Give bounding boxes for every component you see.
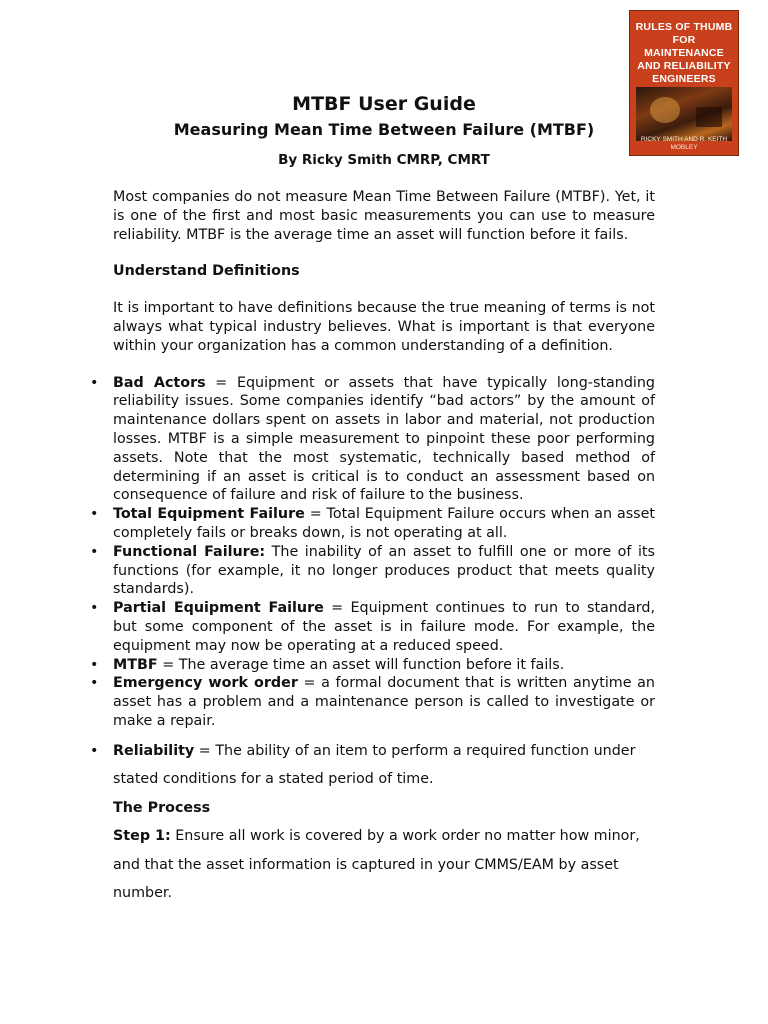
definition-text: The inability of an asset to fulfill one or more of its functions (for example, it no longer produces product that meets quality standards). — [113, 543, 655, 598]
list-item — [113, 374, 655, 506]
definitions-intro: It is important to have definitions because the true meaning of terms is not always what typical industry believes. What is important is that everyone within your organization has a common understanding of a definition. — [113, 300, 655, 354]
book-cover-title: RULES OF THUMB FOR MAINTENANCE AND RELIABILITY ENGINEERS — [635, 21, 733, 85]
author-byline: By Ricky Smith CMRP, CMRT — [278, 152, 490, 168]
step-1-paragraph — [113, 822, 655, 908]
list-item — [113, 737, 655, 794]
definition-term: Total Equipment Failure — [113, 506, 305, 523]
process-heading: The Process — [113, 799, 211, 816]
definition-term: Emergency work order — [113, 675, 298, 692]
definitions-list — [113, 374, 655, 731]
definition-text: = Equipment continues to run to standard, but some component of the asset is in failure mode. For example, the equipment may now be operating at a reduced speed. — [113, 600, 655, 654]
definition-text: = The ability of an item to perform a required function under stated conditions for a stated period of time. — [113, 742, 636, 788]
definition-text: = The average time an asset will function before it fails. — [157, 656, 565, 673]
definition-term: Bad Actors — [113, 374, 206, 391]
list-item — [113, 543, 655, 599]
definition-term: Functional Failure: — [113, 543, 266, 560]
document-body — [113, 188, 655, 908]
book-cover-authors: RICKY SMITH AND R. KEITH MOBLEY — [640, 136, 728, 151]
definitions-heading: Understand Definitions — [113, 263, 300, 280]
definition-term: Partial Equipment Failure — [113, 600, 324, 617]
list-item — [113, 656, 655, 675]
list-item — [113, 505, 655, 543]
document-title: MTBF User Guide — [292, 93, 476, 115]
list-item — [113, 674, 655, 730]
reliability-list — [113, 737, 655, 794]
definition-text: = Equipment or assets that have typically long-standing reliability issues. Some companies identify “bad actors” by the amount of maintenance dollars spent on assets in labor and material, not production losses. MTBF is a simple measurement to pinpoint these poor performing assets. Note that the most systematic, technically based method of determining if an asset is critical is to conduct an assessment based on consequence of failure and risk of failure to the business. — [113, 374, 656, 504]
intro-paragraph: Most companies do not measure Mean Time Between Failure (MTBF). Yet, it is one of the first and most basic measurements you can use to measure reliability. MTBF is the average time an asset will function before it fails. — [113, 189, 655, 243]
definition-term: MTBF — [113, 656, 158, 673]
definition-term: Reliability — [113, 742, 195, 759]
document-subtitle: Measuring Mean Time Between Failure (MTBF) — [173, 120, 595, 139]
definition-text: = Total Equipment Failure occurs when an asset completely fails or breaks down, is not operating at all. — [113, 506, 655, 541]
list-item — [113, 599, 655, 655]
step-label: Step 1: — [113, 828, 171, 845]
definition-text: = a formal document that is written anytime an asset has a problem and a maintenance person is called to investigate or make a repair. — [113, 675, 655, 729]
step-text: Ensure all work is covered by a work order no matter how minor, and that the asset information is captured in your CMMS/EAM by asset number. — [113, 828, 640, 902]
